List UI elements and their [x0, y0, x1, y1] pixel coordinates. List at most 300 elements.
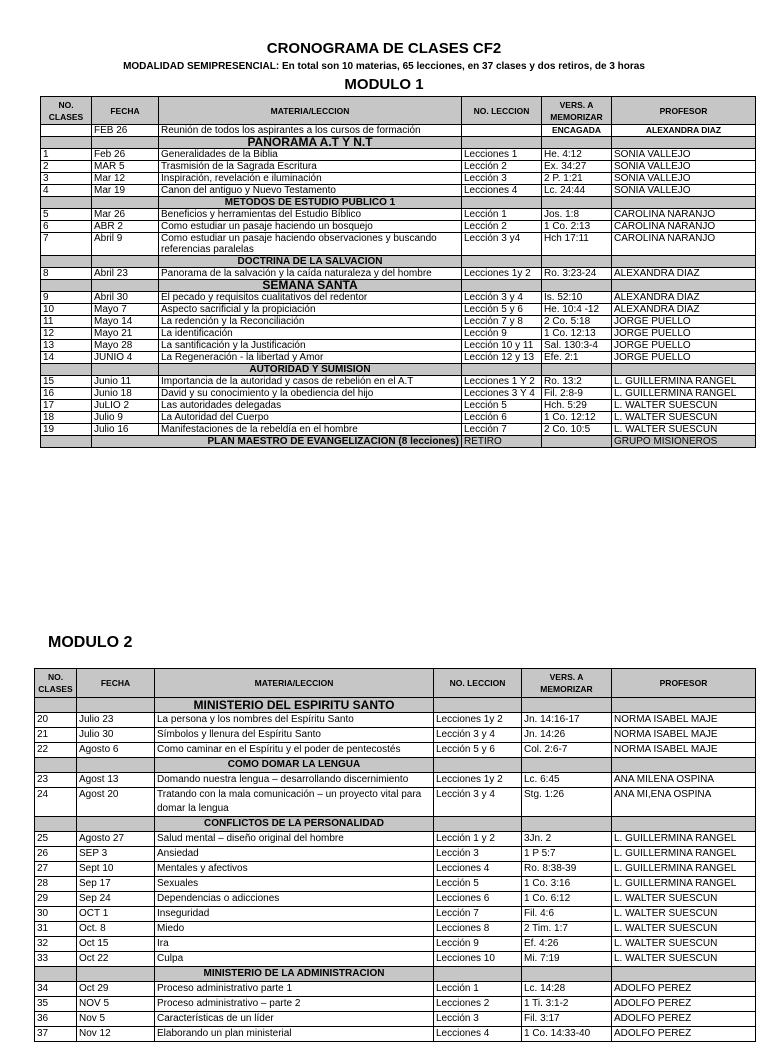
table-row — [41, 340, 756, 352]
modulo-2-table — [34, 668, 756, 1042]
teacher: CAROLINA NARANJO — [612, 209, 756, 221]
lesson-number: Lección 3 — [462, 173, 542, 185]
table-row — [35, 952, 756, 967]
header-no-leccion: NO. LECCION — [462, 97, 542, 125]
class-subject: Dependencias o adicciones — [155, 892, 434, 907]
table-row — [41, 388, 756, 400]
header-materia: MATERIA/LECCION — [155, 669, 434, 698]
plan-title: PLAN MAESTRO DE EVANGELIZACION (8 lecciones) — [92, 436, 462, 448]
teacher: L. GUILLERMINA RANGEL — [612, 847, 756, 862]
teacher: L. GUILLERMINA RANGEL — [612, 376, 756, 388]
class-number: 28 — [35, 877, 77, 892]
teacher: ANA MI,ENA OSPINA — [612, 788, 756, 817]
lesson-number: Lección 1 — [434, 982, 522, 997]
section-spacer — [542, 197, 612, 209]
lesson-number: Lecciones 6 — [434, 892, 522, 907]
header-no-leccion: NO. LECCION — [434, 669, 522, 698]
section-spacer — [41, 197, 92, 209]
header-no-clases: NO. CLASES — [35, 669, 77, 698]
teacher: L. WALTER SUESCUN — [612, 922, 756, 937]
class-subject: Domando nuestra lengua – desarrollando discernimiento — [155, 773, 434, 788]
class-subject: Ira — [155, 937, 434, 952]
section-title: DOCTRINA DE LA SALVACION — [159, 256, 462, 268]
class-subject: Panorama de la salvación y la caída naturaleza y del hombre — [159, 268, 462, 280]
teacher: ADOLFO PEREZ — [612, 1027, 756, 1042]
class-date: Mayo 14 — [92, 316, 159, 328]
section-title: METODOS DE ESTUDIO PUBLICO 1 — [159, 197, 462, 209]
modulo-1-table — [40, 96, 756, 448]
table-row — [41, 221, 756, 233]
section-title: MINISTERIO DE LA ADMINISTRACION — [155, 967, 434, 982]
section-spacer — [92, 256, 159, 268]
memory-verse: Efe. 2:1 — [542, 352, 612, 364]
class-number: 5 — [41, 209, 92, 221]
class-number: 18 — [41, 412, 92, 424]
section-spacer — [612, 967, 756, 982]
section-spacer — [41, 256, 92, 268]
section-spacer — [462, 280, 542, 292]
lesson-number: Lecciones 3 Y 4 — [462, 388, 542, 400]
lesson-number: Lección 5 — [434, 877, 522, 892]
teacher: ADOLFO PEREZ — [612, 982, 756, 997]
memory-verse: Ef. 4:26 — [522, 937, 612, 952]
class-subject: Aspecto sacrificial y la propiciación — [159, 304, 462, 316]
memory-verse: Fil. 2:8-9 — [542, 388, 612, 400]
lesson-number: Lección 3 — [434, 1012, 522, 1027]
class-number: 25 — [35, 832, 77, 847]
lesson-number: Lecciones 10 — [434, 952, 522, 967]
lesson-number: Lección 3 y 4 — [462, 292, 542, 304]
table-row — [35, 773, 756, 788]
class-subject: Inspiración, revelación e iluminación — [159, 173, 462, 185]
memory-verse: Lc. 24:44 — [542, 185, 612, 197]
teacher: ANA MILENA OSPINA — [612, 773, 756, 788]
class-number: 23 — [35, 773, 77, 788]
teacher: ALEXANDRA DIAZ — [612, 304, 756, 316]
teacher: L. WALTER SUESCUN — [612, 892, 756, 907]
section-spacer — [41, 364, 92, 376]
teacher: NORMA ISABEL MAJE — [612, 743, 756, 758]
class-subject: Como estudiar un pasaje haciendo observaciones y buscando referencias paralelas — [159, 233, 462, 256]
class-date: Agosto 6 — [77, 743, 155, 758]
teacher: L. WALTER SUESCUN — [612, 424, 756, 436]
section-spacer — [522, 758, 612, 773]
class-date: MAR 5 — [92, 161, 159, 173]
header-profesor: PROFESOR — [612, 97, 756, 125]
section-spacer — [35, 698, 77, 713]
class-number: 34 — [35, 982, 77, 997]
teacher: SONIA VALLEJO — [612, 185, 756, 197]
section-spacer — [434, 698, 522, 713]
teacher: SONIA VALLEJO — [612, 149, 756, 161]
memory-verse: Sal. 130:3-4 — [542, 340, 612, 352]
class-date: Mar 26 — [92, 209, 159, 221]
teacher: L. GUILLERMINA RANGEL — [612, 877, 756, 892]
section-spacer — [462, 197, 542, 209]
section-row — [41, 280, 756, 292]
memory-verse: 1 Co. 6:12 — [522, 892, 612, 907]
section-spacer — [462, 256, 542, 268]
class-date: Agost 13 — [77, 773, 155, 788]
memory-verse: 2 Co. 5:18 — [542, 316, 612, 328]
teacher: JORGE PUELLO — [612, 340, 756, 352]
table-row — [35, 847, 756, 862]
section-title: CONFLICTOS DE LA PERSONALIDAD — [155, 817, 434, 832]
section-spacer — [434, 817, 522, 832]
lesson-number: Lección 3 y 4 — [434, 728, 522, 743]
teacher: ADOLFO PEREZ — [612, 997, 756, 1012]
lesson-number: Lecciones 1y 2 — [434, 773, 522, 788]
class-date: Mayo 28 — [92, 340, 159, 352]
section-spacer — [92, 197, 159, 209]
class-subject: Canon del antiguo y Nuevo Testamento — [159, 185, 462, 197]
lesson-number: Lección 2 — [462, 221, 542, 233]
memory-verse: 1 P 5:7 — [522, 847, 612, 862]
teacher: ADOLFO PEREZ — [612, 1012, 756, 1027]
class-date: Oct. 8 — [77, 922, 155, 937]
section-spacer — [434, 758, 522, 773]
header-fecha: FECHA — [77, 669, 155, 698]
table-row — [41, 149, 756, 161]
table-row — [35, 982, 756, 997]
table-row — [35, 862, 756, 877]
class-number: 37 — [35, 1027, 77, 1042]
lesson-number: Lecciones 4 — [434, 1027, 522, 1042]
class-date: Mar 12 — [92, 173, 159, 185]
teacher: CAROLINA NARANJO — [612, 233, 756, 256]
class-subject: Manifestaciones de la rebeldía en el hombre — [159, 424, 462, 436]
lesson-number: Lección 9 — [462, 328, 542, 340]
memory-verse: Fil. 4:6 — [522, 907, 612, 922]
table-row — [35, 892, 756, 907]
table-row — [41, 400, 756, 412]
lesson-number: Lección 9 — [434, 937, 522, 952]
class-subject: Proceso administrativo parte 1 — [155, 982, 434, 997]
memory-verse: Jn. 14:26 — [522, 728, 612, 743]
class-date: Julio 23 — [77, 713, 155, 728]
class-subject: La santificación y la Justificación — [159, 340, 462, 352]
class-number: 1 — [41, 149, 92, 161]
memory-verse: 2 P. 1:21 — [542, 173, 612, 185]
class-number: 13 — [41, 340, 92, 352]
table-row — [41, 233, 756, 256]
class-date: Oct 22 — [77, 952, 155, 967]
class-number: 33 — [35, 952, 77, 967]
lesson-number: Lección 1 y 2 — [434, 832, 522, 847]
section-spacer — [77, 967, 155, 982]
section-spacer — [522, 967, 612, 982]
class-subject: Culpa — [155, 952, 434, 967]
table-row — [35, 832, 756, 847]
memory-verse: 1 Co. 3:16 — [522, 877, 612, 892]
teacher: JORGE PUELLO — [612, 316, 756, 328]
teacher: ALEXANDRA DIAZ — [612, 292, 756, 304]
teacher: ALEXANDRA DIAZ — [612, 268, 756, 280]
section-spacer — [434, 967, 522, 982]
teacher: JORGE PUELLO — [612, 352, 756, 364]
plan-teacher: GRUPO MISIONEROS — [612, 436, 756, 448]
class-subject: Símbolos y llenura del Espíritu Santo — [155, 728, 434, 743]
class-date: Feb 26 — [92, 149, 159, 161]
header-profesor: PROFESOR — [612, 669, 756, 698]
class-number: 30 — [35, 907, 77, 922]
class-number: 6 — [41, 221, 92, 233]
section-title: PANORAMA A.T Y N.T — [159, 137, 462, 149]
lesson-number: Lección 7 — [434, 907, 522, 922]
lesson-number: Lecciones 1y 2 — [434, 713, 522, 728]
class-subject: Tratando con la mala comunicación – un proyecto vital para domar la lengua — [155, 788, 434, 817]
class-number: 32 — [35, 937, 77, 952]
table-row — [41, 412, 756, 424]
class-date: Sept 10 — [77, 862, 155, 877]
memory-verse: 1 Co. 12:13 — [542, 328, 612, 340]
lesson-number: Lección 5 y 6 — [462, 304, 542, 316]
lesson-number: Lección 6 — [462, 412, 542, 424]
class-subject: Reunión de todos los aspirantes a los cursos de formación — [159, 125, 462, 137]
memory-verse: He. 4:12 — [542, 149, 612, 161]
class-subject: Las autoridades delegadas — [159, 400, 462, 412]
class-number: 35 — [35, 997, 77, 1012]
header-materia: MATERIA/LECCION — [159, 97, 462, 125]
memory-verse: Fil. 3:17 — [522, 1012, 612, 1027]
table-row — [35, 788, 756, 817]
memory-verse: Stg. 1:26 — [522, 788, 612, 817]
class-date: JuLIO 2 — [92, 400, 159, 412]
class-date: ABR 2 — [92, 221, 159, 233]
class-date: Agosto 27 — [77, 832, 155, 847]
lesson-number: Lección 5 y 6 — [434, 743, 522, 758]
class-subject: Importancia de la autoridad y casos de rebelión en el A.T — [159, 376, 462, 388]
lesson-number: Lecciones 4 — [462, 185, 542, 197]
section-title: AUTORIDAD Y SUMISION — [159, 364, 462, 376]
class-number: 29 — [35, 892, 77, 907]
class-subject: Mentales y afectivos — [155, 862, 434, 877]
memory-verse: 1 Co. 12:12 — [542, 412, 612, 424]
lesson-number: Lecciones 1 Y 2 — [462, 376, 542, 388]
memory-verse: Is. 52:10 — [542, 292, 612, 304]
class-number: 14 — [41, 352, 92, 364]
teacher: NORMA ISABEL MAJE — [612, 713, 756, 728]
class-date: Oct 15 — [77, 937, 155, 952]
memory-verse: 3Jn. 2 — [522, 832, 612, 847]
teacher: L. WALTER SUESCUN — [612, 400, 756, 412]
class-number: 24 — [35, 788, 77, 817]
class-subject: Ansiedad — [155, 847, 434, 862]
table-row — [41, 328, 756, 340]
modulo-1-heading: MODULO 1 — [344, 76, 424, 93]
table-row — [41, 352, 756, 364]
section-spacer — [92, 137, 159, 149]
class-date: Mayo 7 — [92, 304, 159, 316]
class-date: SEP 3 — [77, 847, 155, 862]
lesson-number: Lección 5 — [462, 400, 542, 412]
class-number: 17 — [41, 400, 92, 412]
teacher: L. WALTER SUESCUN — [612, 412, 756, 424]
lesson-number: Lección 3 — [434, 847, 522, 862]
class-date: OCT 1 — [77, 907, 155, 922]
class-number: 9 — [41, 292, 92, 304]
table-row — [35, 877, 756, 892]
class-subject: Trasmisión de la Sagrada Escritura — [159, 161, 462, 173]
class-number: 2 — [41, 161, 92, 173]
section-spacer — [612, 698, 756, 713]
table-row — [35, 907, 756, 922]
section-spacer — [612, 256, 756, 268]
lesson-number: Lecciones 4 — [434, 862, 522, 877]
class-date: Nov 5 — [77, 1012, 155, 1027]
lesson-number: Lecciones 1y 2 — [462, 268, 542, 280]
class-date: Sep 17 — [77, 877, 155, 892]
class-date: Abril 23 — [92, 268, 159, 280]
modulo-2-heading: MODULO 2 — [48, 634, 133, 651]
intro-spacer — [462, 125, 542, 137]
memory-verse: Ro. 8:38-39 — [522, 862, 612, 877]
section-row — [41, 256, 756, 268]
class-subject: Como caminar en el Espíritu y el poder de pentecostés — [155, 743, 434, 758]
header-versiculo: VERS. A MEMORIZAR — [542, 97, 612, 125]
table-header-row — [35, 669, 756, 698]
class-number: 19 — [41, 424, 92, 436]
class-date: Oct 29 — [77, 982, 155, 997]
class-subject: Sexuales — [155, 877, 434, 892]
section-spacer — [462, 137, 542, 149]
lesson-number: Lección 3 y4 — [462, 233, 542, 256]
section-spacer — [77, 758, 155, 773]
section-spacer — [542, 364, 612, 376]
class-subject: La persona y los nombres del Espíritu Santo — [155, 713, 434, 728]
teacher: L. GUILLERMINA RANGEL — [612, 388, 756, 400]
class-date: Mar 19 — [92, 185, 159, 197]
teacher: L. GUILLERMINA RANGEL — [612, 832, 756, 847]
document-title: CRONOGRAMA DE CLASES CF2 — [266, 40, 502, 57]
section-spacer — [522, 817, 612, 832]
lesson-number: Lección 10 y 11 — [462, 340, 542, 352]
lesson-number: Lecciones 1 — [462, 149, 542, 161]
lesson-number: Lección 2 — [462, 161, 542, 173]
table-row — [35, 713, 756, 728]
class-date: JUNIO 4 — [92, 352, 159, 364]
memory-verse: Jn. 14:16-17 — [522, 713, 612, 728]
class-date: Junio 18 — [92, 388, 159, 400]
class-date: Julio 16 — [92, 424, 159, 436]
section-spacer — [41, 137, 92, 149]
class-number: 15 — [41, 376, 92, 388]
lesson-number: Lección 7 y 8 — [462, 316, 542, 328]
class-subject: La redención y la Reconciliación — [159, 316, 462, 328]
section-spacer — [612, 137, 756, 149]
section-spacer — [612, 817, 756, 832]
header-versiculo: VERS. A MEMORIZAR — [522, 669, 612, 698]
memory-verse: 1 Co. 2:13 — [542, 221, 612, 233]
section-spacer — [612, 280, 756, 292]
class-date: Sep 24 — [77, 892, 155, 907]
table-row — [41, 209, 756, 221]
class-subject: Proceso administrativo – parte 2 — [155, 997, 434, 1012]
class-number: 21 — [35, 728, 77, 743]
teacher: SONIA VALLEJO — [612, 173, 756, 185]
section-row — [41, 137, 756, 149]
table-row — [35, 937, 756, 952]
class-subject: La identificación — [159, 328, 462, 340]
class-subject: David y su conocimiento y la obediencia del hijo — [159, 388, 462, 400]
section-spacer — [92, 280, 159, 292]
intro-spacer — [41, 125, 92, 137]
teacher: L. WALTER SUESCUN — [612, 907, 756, 922]
table-row — [41, 292, 756, 304]
memory-verse: Mi. 7:19 — [522, 952, 612, 967]
section-row — [41, 364, 756, 376]
plan-spacer — [41, 436, 92, 448]
class-number: 4 — [41, 185, 92, 197]
class-date: Mayo 21 — [92, 328, 159, 340]
class-subject: Características de un líder — [155, 1012, 434, 1027]
memory-verse: Col. 2:6-7 — [522, 743, 612, 758]
teacher: JORGE PUELLO — [612, 328, 756, 340]
section-spacer — [612, 364, 756, 376]
lesson-number: Lección 12 y 13 — [462, 352, 542, 364]
class-date: Julio 9 — [92, 412, 159, 424]
class-subject: Miedo — [155, 922, 434, 937]
section-spacer — [77, 698, 155, 713]
class-date: Nov 12 — [77, 1027, 155, 1042]
class-date: Abril 30 — [92, 292, 159, 304]
class-subject: Inseguridad — [155, 907, 434, 922]
table-row — [35, 728, 756, 743]
lesson-number: Lecciones 8 — [434, 922, 522, 937]
table-row — [35, 922, 756, 937]
memory-verse: Hch. 5:29 — [542, 400, 612, 412]
section-spacer — [92, 364, 159, 376]
lesson-number: Lección 7 — [462, 424, 542, 436]
class-number: 3 — [41, 173, 92, 185]
table-row — [41, 185, 756, 197]
plan-row — [41, 436, 756, 448]
section-spacer — [35, 758, 77, 773]
class-subject: La Autoridad del Cuerpo — [159, 412, 462, 424]
lesson-number: Lección 3 y 4 — [434, 788, 522, 817]
section-spacer — [542, 256, 612, 268]
header-fecha: FECHA — [92, 97, 159, 125]
memory-verse: He. 10:4 -12 — [542, 304, 612, 316]
document-subtitle: MODALIDAD SEMIPRESENCIAL: En total son 10 materias, 65 lecciones, en 37 clases y dos retiros, de 3 horas — [123, 61, 645, 72]
table-header-row — [41, 97, 756, 125]
section-row — [35, 698, 756, 713]
class-number: 22 — [35, 743, 77, 758]
class-date: Julio 30 — [77, 728, 155, 743]
class-date: NOV 5 — [77, 997, 155, 1012]
memory-verse: Lc. 6:45 — [522, 773, 612, 788]
memory-verse: 2 Tim. 1:7 — [522, 922, 612, 937]
memory-verse: ENCAGADA — [542, 125, 612, 137]
table-row — [41, 173, 756, 185]
class-date: Agost 20 — [77, 788, 155, 817]
section-row — [41, 197, 756, 209]
section-spacer — [35, 967, 77, 982]
section-row — [35, 758, 756, 773]
table-row — [41, 304, 756, 316]
class-number: 10 — [41, 304, 92, 316]
table-row — [41, 316, 756, 328]
class-date: Abril 9 — [92, 233, 159, 256]
section-spacer — [77, 817, 155, 832]
section-spacer — [522, 698, 612, 713]
teacher: NORMA ISABEL MAJE — [612, 728, 756, 743]
section-spacer — [542, 137, 612, 149]
section-row — [35, 967, 756, 982]
memory-verse: Ro. 13:2 — [542, 376, 612, 388]
lesson-number: Lección 1 — [462, 209, 542, 221]
table-row — [35, 997, 756, 1012]
